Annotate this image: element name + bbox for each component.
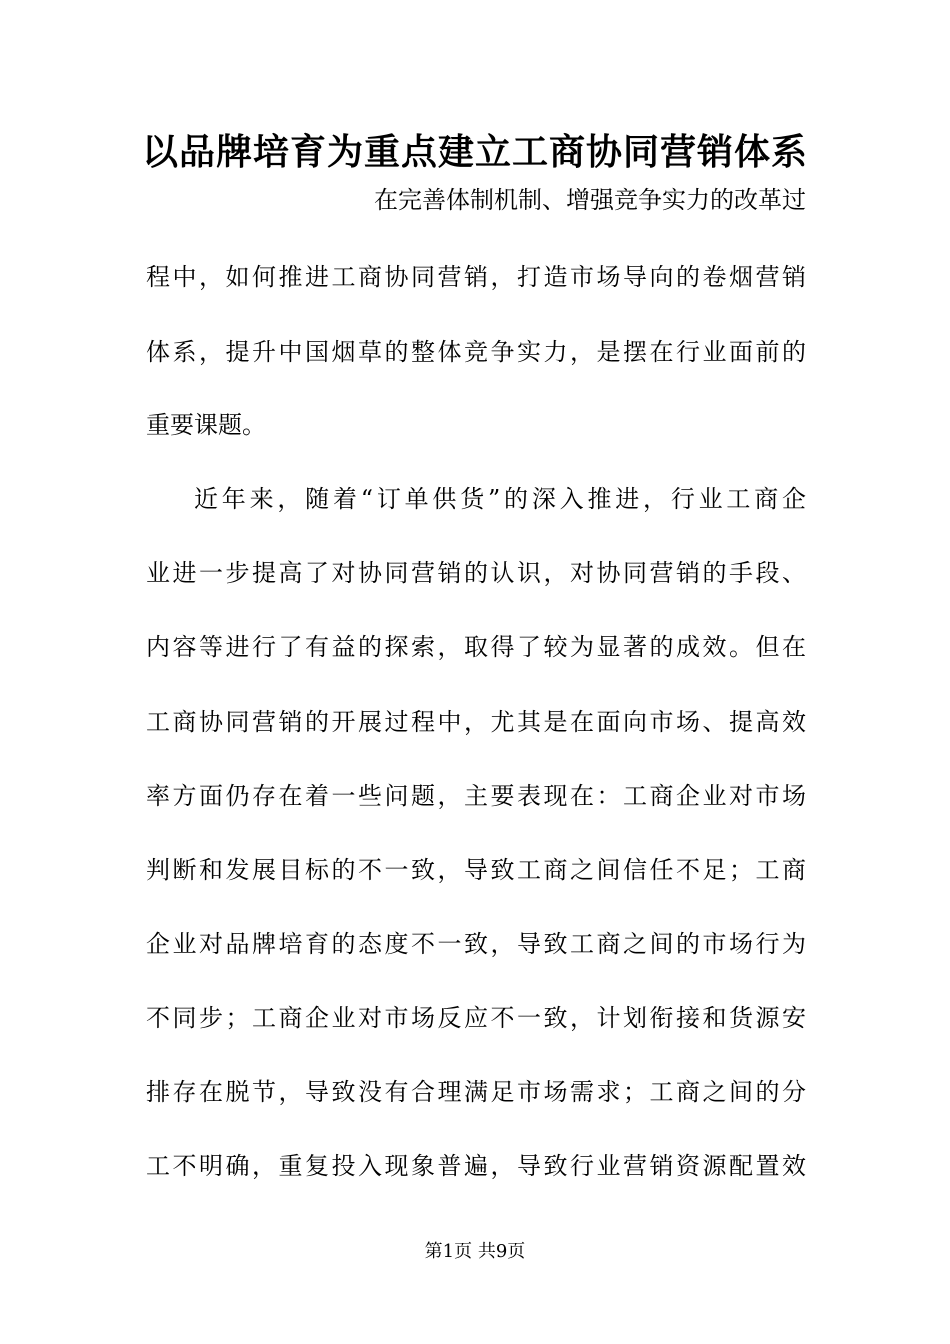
body-line: 重要课题。	[146, 411, 266, 439]
body-line: 在完善体制机制、增强竞争实力的改革过	[374, 186, 806, 214]
body-line: 内容等进行了有益的探索，取得了较为显著的成效。但在	[146, 633, 806, 661]
body-line: 工不明确，重复投入现象普遍，导致行业营销资源配置效	[146, 1152, 806, 1180]
body-line: 近年来，随着“订单供货”的深入推进，行业工商企	[194, 485, 806, 513]
body-line: 判断和发展目标的不一致，导致工商之间信任不足；工商	[146, 856, 806, 884]
body-line: 体系，提升中国烟草的整体竞争实力，是摆在行业面前的	[146, 338, 806, 366]
body-line: 排存在脱节，导致没有合理满足市场需求；工商之间的分	[146, 1078, 806, 1106]
body-line: 不同步；工商企业对市场反应不一致，计划衔接和货源安	[146, 1004, 806, 1032]
body-line: 程中，如何推进工商协同营销，打造市场导向的卷烟营销	[146, 263, 806, 291]
body-line: 率方面仍存在着一些问题，主要表现在：工商企业对市场	[146, 782, 806, 810]
document-title: 以品牌培育为重点建立工商协同营销体系	[141, 131, 808, 173]
body-line: 业进一步提高了对协同营销的认识，对协同营销的手段、	[146, 559, 806, 587]
body-line: 工商协同营销的开展过程中，尤其是在面向市场、提高效	[146, 708, 806, 736]
body-line: 企业对品牌培育的态度不一致，导致工商之间的市场行为	[146, 930, 806, 958]
page-number-footer: 第1页 共9页	[424, 1241, 526, 1262]
